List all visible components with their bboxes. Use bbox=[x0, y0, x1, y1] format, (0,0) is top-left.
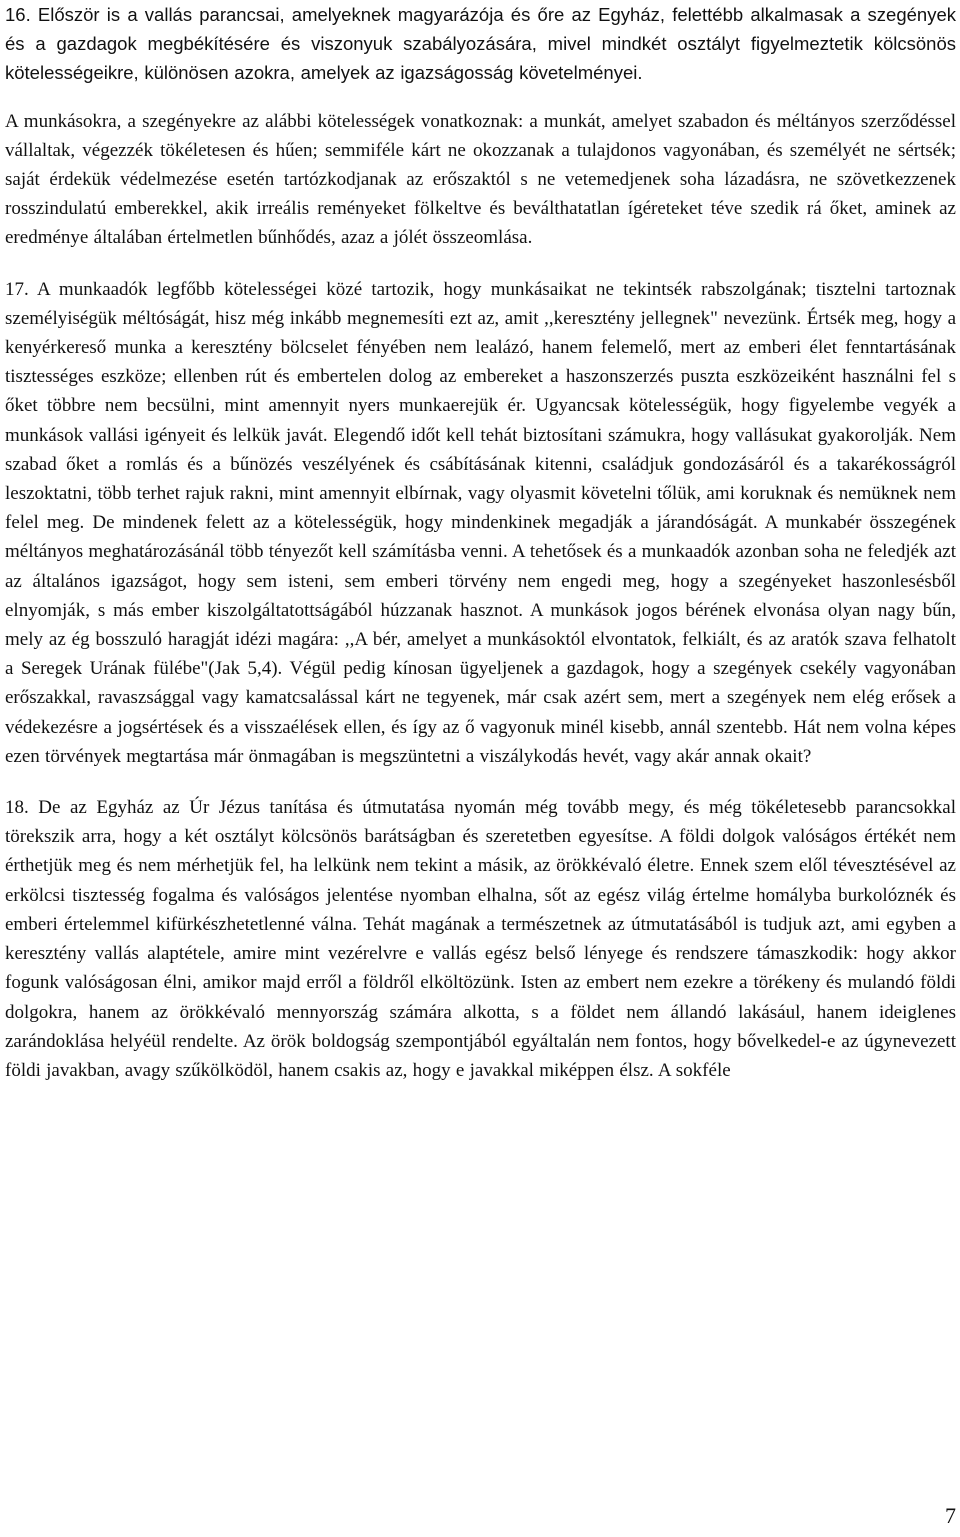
page-number: 7 bbox=[945, 1503, 956, 1528]
paragraph-18: 18. De az Egyház az Úr Jézus tanítása és útmutatása nyomán még tovább megy, és még tökéletesebb parancsokkal törekszik arra, hogy a két osztályt kölcsönös barátságban és szeretetben egyesítse. A földi dolgok valóságos értékét nem érthetjük meg és nem mérhetjük fel, ha lelkünk nem tekint a másik, az örökkévaló életre. Ennek szem elől tévesztésével az erkölcsi tisztesség fogalma és valóságos jelentése nyomban elhalna, sőt az egész világ értelme homályba burkolóznék és emberi értelemmel kifürkészhetetlenné válna. Tehát magának a természetnek az útmutatásából is tudjuk azt, ami egyben a keresztény vallás alaptétele, amire mint vezérelvre e vallás egész belső lényege és rendszere támaszkodik: hogy akkor fogunk valóságosan élni, amikor majd erről a földről elköltözünk. Isten az embert nem ezekre a törékeny és mulandó földi dolgokra, hanem az örökkévaló mennyország számára alkotta, s a földet nem állandó lakásául, hanem ideiglenes zarándoklása helyéül rendelte. Az örök boldogság szempontjából egyáltalán nem fontos, hogy bővelkedel-e az úgynevezett földi javakban, avagy szűkölködöl, hanem csakis az, hogy e javakkal miképpen élsz. A sokféle bbox=[5, 797, 956, 1081]
paragraph-17: 17. A munkaadók legfőbb kötelességei közé tartozik, hogy munkásaikat ne tekintsék rabszolgának; tisztelni tartoznak személyiségük méltóságát, hisz még inkább megnemesíti ezt az, amit ,,keresztény jellegnek" nevezünk. Értsék meg, hogy a kenyérkereső munka a keresztény bölcselet fényében nem lealázó, hanem felemelő, mert az emberi élet fenntartásának tisztességes eszköze; ellenben rút és embertelen dolog az embereket a haszonszerzés puszta eszközeiként használni fel s őket többre nem becsülni, mint amennyit nyers munkaerejük ér. Ugyancsak kötelességük, hogy figyelembe vegyék a munkások vallási igényeit és lelkük javát. Elegendő időt kell tehát biztosítani számukra, hogy vallásukat gyakorolják. Nem szabad őket a romlás és a bűnözés veszélyének és csábításának kitenni, családjuk gondozásáról és a takarékosságról leszoktatni, több terhet rajuk rakni, mint amennyit elbírnak, vagy olyasmit követelni tőlük, ami koruknak és nemüknek nem felel meg. De mindenek felett az a kötelességük, hogy mindenkinek megadják a járandóságát. A munkabér összegének méltányos meghatározásánál több tényezőt kell számításba venni. A tehetősek és a munkaadók azonban soha ne feledjék azt az általános igazságot, hogy sem isteni, sem emberi törvény nem engedi meg, hogy a szegényeket haszonlesésből elnyomják, s más ember kiszolgáltatottságából húzzanak hasznot. A munkások jogos bérének elvonása olyan nagy bűn, mely az ég bosszuló haragját idézi magára: ,,A bér, amelyet a munkásoktól elvontatok, felkiált, és az aratók szava felhatolt a Seregek Urának fülébe"(Jak 5,4). Végül pedig kínosan ügyeljenek a gazdagok, hogy a szegények csekély vagyonában erőszakkal, ravaszsággal vagy kamatcsalással kárt ne tegyenek, már csak azért sem, mert a szegények nem elég erősek a védekezésre a jogsértések és a visszaélések ellen, és így az ő vagyonuk minél kisebb, annál szentebb. Hát nem volna képes ezen törvények megtartása már önmagában is megszüntetni a viszálykodás hevét, vagy akár annak okait? bbox=[5, 278, 956, 767]
paragraph-16: 16. Először is a vallás parancsai, amelyeknek magyarázója és őre az Egyház, felettébb alkalmasak a szegények és a gazdagok megbékítésére és viszonyuk szabályozására, mivel mindkét osztályt figyelmeztetik kölcsönös kötelességeikre, különösen azokra, amelyek az igazságosság követelményei. bbox=[5, 4, 956, 84]
paragraph-workers-duties: A munkásokra, a szegényekre az alábbi kötelességek vonatkoznak: a munkát, amelyet szabadon és méltányos szerződéssel vállaltak, végezzék tökéletesen és hűen; semmiféle kárt ne okozzanak a tulajdonos vagyonában, és személyét ne sértsék; saját érdekük védelmezése esetén tartózkodjanak az erőszaktól s ne vetemedjenek soha lázadásra, ne szövetkezzenek rosszindulatú emberekkel, akik irreális reményeket fölkeltve és beválthatatlan ígéreteket téve szedik rá őket, aminek az eredménye általában értelmetlen bűnhődés, azaz a jólét összeomlása. bbox=[5, 110, 956, 249]
